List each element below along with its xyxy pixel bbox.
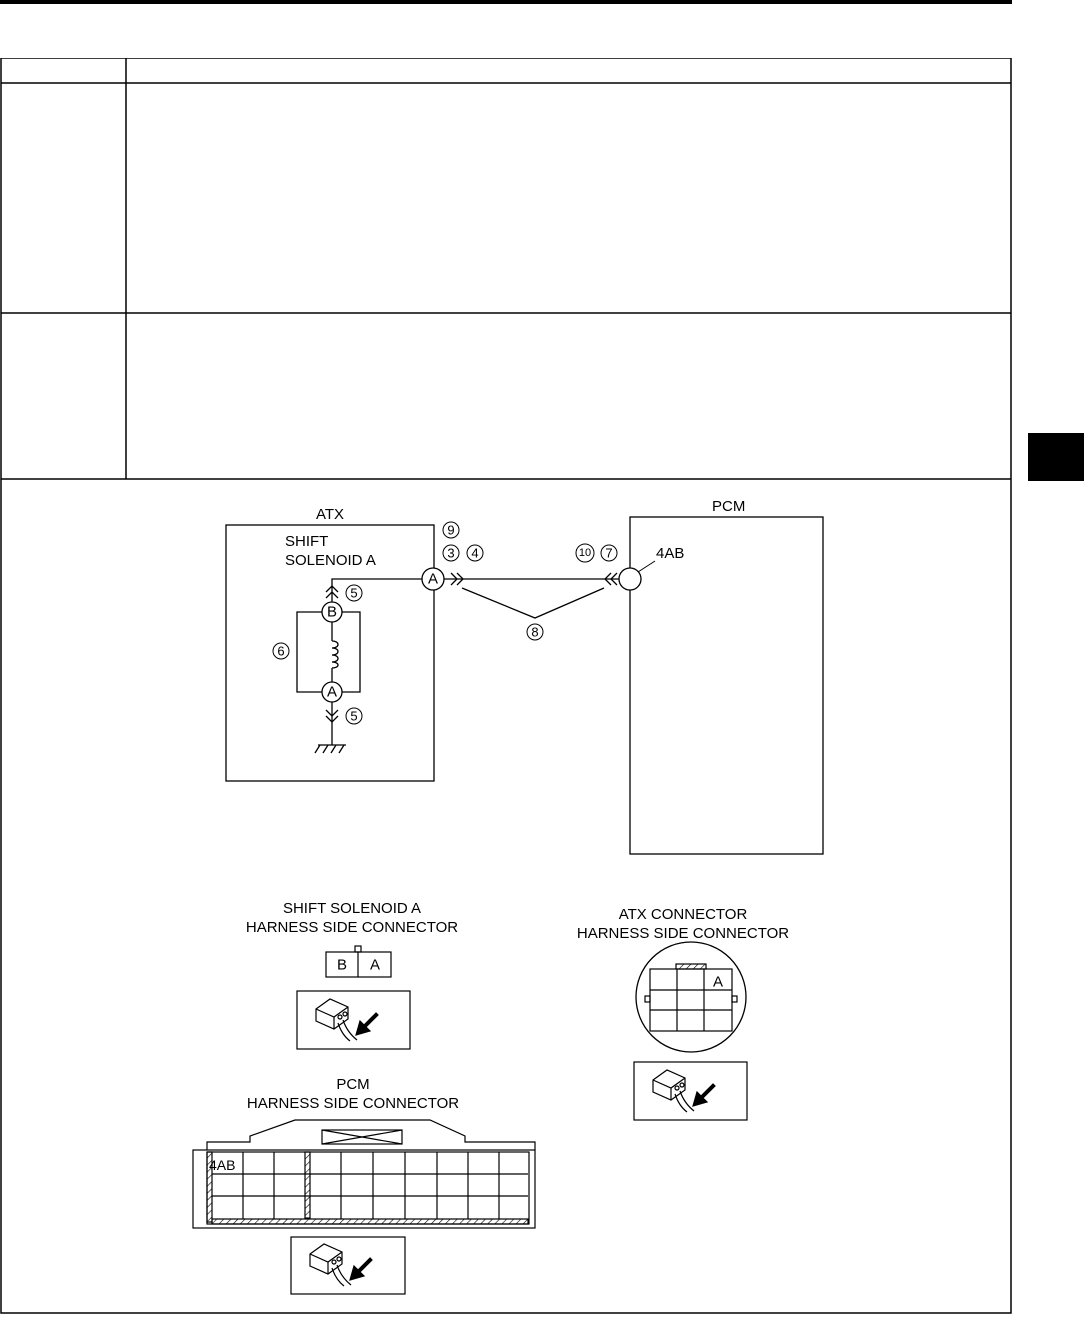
pcm-connector-plug-icon bbox=[310, 1244, 372, 1286]
step-9: 9 bbox=[447, 522, 455, 538]
pcm-title: PCM bbox=[712, 498, 746, 515]
section-tab-marker bbox=[1028, 433, 1084, 481]
step-7: 7 bbox=[605, 545, 613, 561]
atx-connector-pin-a: A bbox=[712, 973, 724, 991]
step-5-bottom: 5 bbox=[350, 708, 358, 724]
step-4: 4 bbox=[471, 545, 479, 561]
shift-solenoid-label-1: SHIFT bbox=[285, 533, 329, 550]
atx-pin-a-text: A bbox=[427, 570, 439, 588]
solenoid-pin-a-text: A bbox=[326, 683, 338, 701]
step-10: 10 bbox=[578, 547, 592, 559]
page-top-rule bbox=[0, 0, 1012, 4]
pcm-connector-pin-4ab: 4AB bbox=[209, 1157, 236, 1173]
ss-connector-view-box bbox=[297, 991, 410, 1049]
shift-solenoid-connector bbox=[246, 900, 458, 1049]
atx-connector-plug-icon bbox=[653, 1070, 715, 1112]
atx-connector-title-1: ATX CONNECTOR bbox=[618, 906, 748, 923]
shift-solenoid-connector-title-2: HARNESS SIDE CONNECTOR bbox=[245, 919, 459, 936]
step-3: 3 bbox=[447, 545, 455, 561]
solenoid-pin-b-text: B bbox=[326, 603, 338, 621]
ss-connector-plug-icon bbox=[316, 999, 378, 1041]
pcm-connector-title-1: PCM bbox=[336, 1076, 370, 1093]
pcm-connector bbox=[193, 1076, 535, 1294]
step-5-top: 5 bbox=[350, 585, 358, 601]
step-6: 6 bbox=[277, 643, 285, 659]
table-grid bbox=[1, 58, 1011, 1313]
diagnostic-table bbox=[0, 58, 1012, 1314]
atx-connector-view-box bbox=[634, 1062, 747, 1120]
step-8: 8 bbox=[531, 624, 539, 640]
ss-connector-pin-b: B bbox=[336, 956, 348, 974]
pcm-terminal-leader bbox=[638, 561, 655, 572]
pcm-connector-view-box bbox=[291, 1237, 405, 1294]
shift-solenoid-connector-title-1: SHIFT SOLENOID A bbox=[282, 900, 422, 917]
signal-wire bbox=[297, 570, 619, 753]
pcm-box bbox=[630, 517, 823, 854]
atx-title: ATX bbox=[316, 506, 345, 523]
pcm-4ab-marker bbox=[619, 568, 641, 590]
shift-solenoid-label-2: SOLENOID A bbox=[285, 552, 376, 569]
pcm-connector-title-2: HARNESS SIDE CONNECTOR bbox=[246, 1095, 460, 1112]
wiring-diagram bbox=[226, 498, 823, 854]
atx-connector-title-2: HARNESS SIDE CONNECTOR bbox=[576, 925, 790, 942]
ss-connector-pin-a: A bbox=[369, 956, 381, 974]
pcm-terminal-label: 4AB bbox=[656, 545, 685, 562]
atx-connector bbox=[577, 906, 789, 1120]
